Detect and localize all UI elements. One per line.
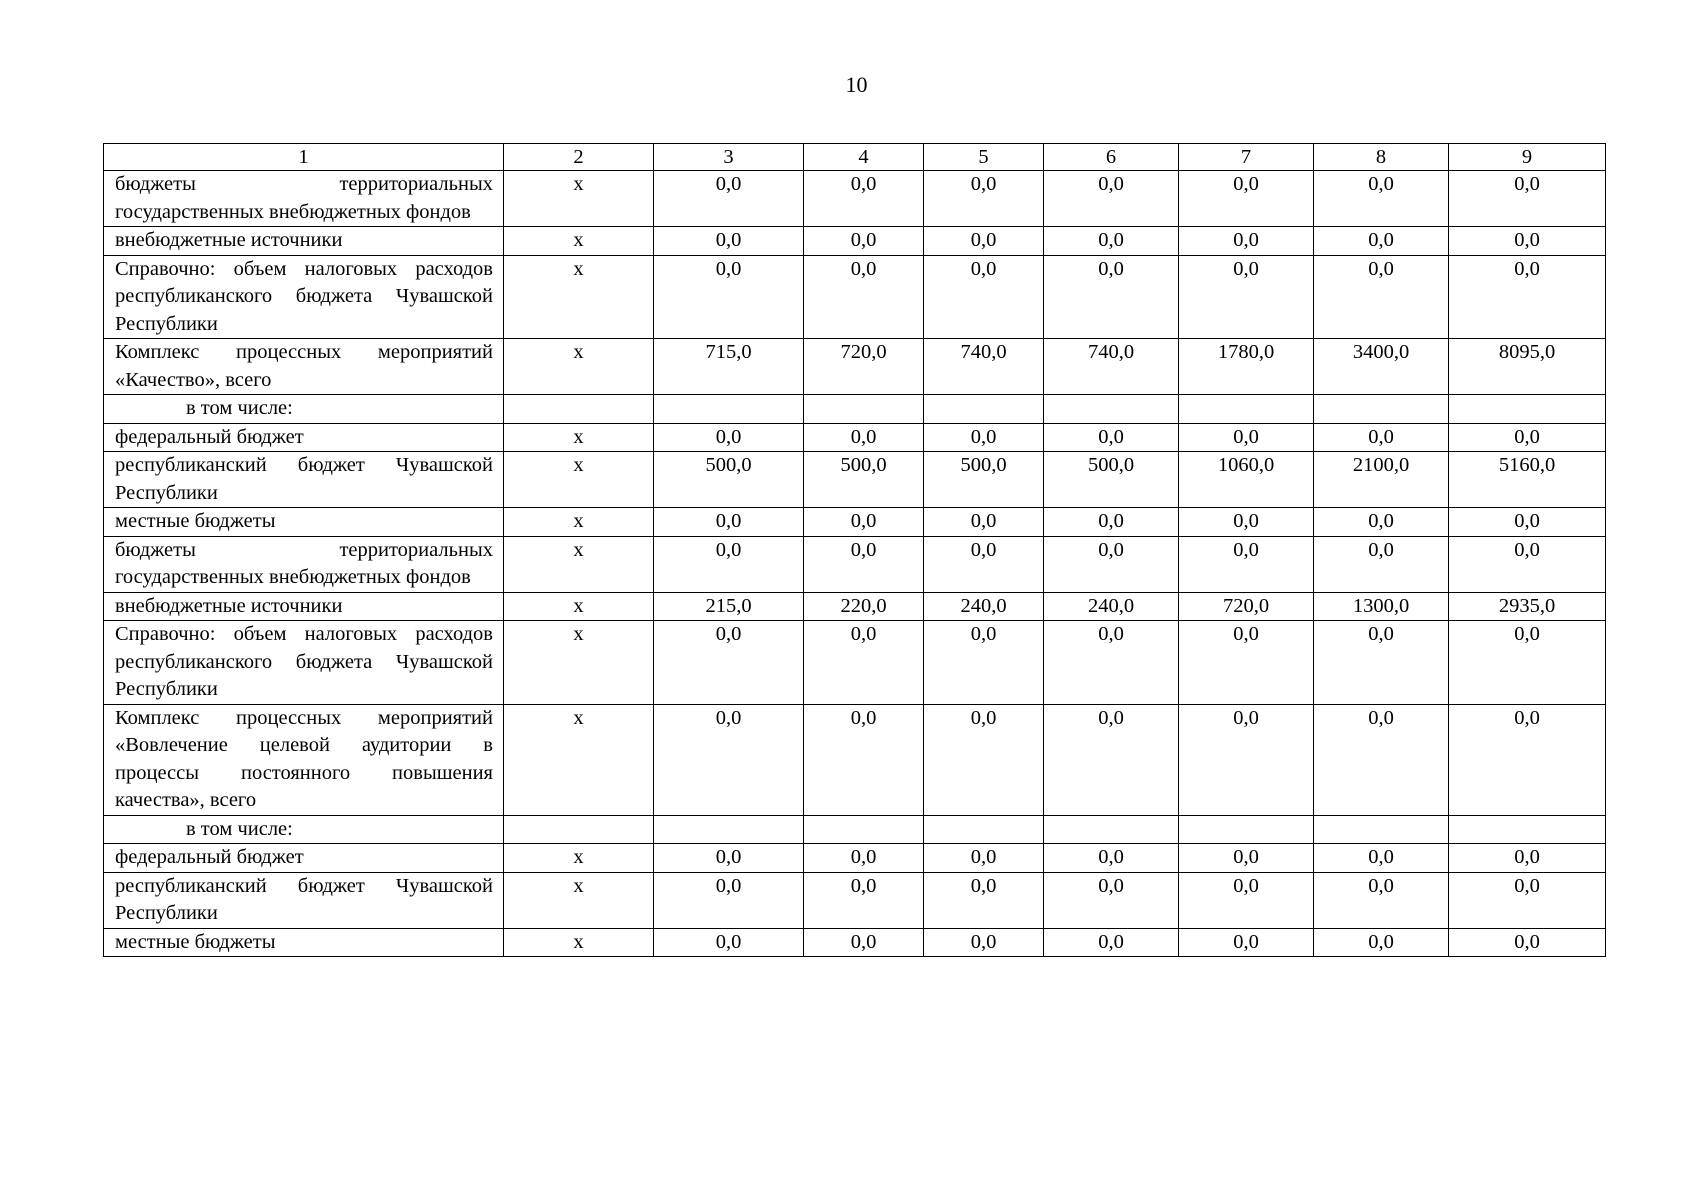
cell-value: 0,0 bbox=[1179, 227, 1314, 256]
cell-value: 0,0 bbox=[1314, 255, 1449, 339]
table-row bbox=[104, 704, 1606, 815]
cell-value: 720,0 bbox=[1179, 592, 1314, 621]
cell-value: 0,0 bbox=[1179, 171, 1314, 227]
cell-value: 0,0 bbox=[1449, 621, 1606, 705]
cell-value: 0,0 bbox=[924, 423, 1044, 452]
cell-value: 0,0 bbox=[1179, 704, 1314, 815]
column-header-7: 7 bbox=[1179, 144, 1314, 171]
row-label: Комплекс процессных мероприятий «Качество», всего bbox=[104, 339, 504, 395]
cell-value: 0,0 bbox=[1314, 171, 1449, 227]
column-header-9: 9 bbox=[1449, 144, 1606, 171]
cell-value bbox=[654, 395, 804, 424]
cell-value: 0,0 bbox=[1179, 928, 1314, 957]
cell-value: 0,0 bbox=[654, 704, 804, 815]
cell-value: 2935,0 bbox=[1449, 592, 1606, 621]
row-mark: х bbox=[504, 536, 654, 592]
table-row bbox=[104, 872, 1606, 928]
cell-value: 0,0 bbox=[1314, 844, 1449, 873]
cell-value: 0,0 bbox=[924, 844, 1044, 873]
cell-value: 220,0 bbox=[804, 592, 924, 621]
cell-value: 0,0 bbox=[1314, 508, 1449, 537]
row-label: федеральный бюджет bbox=[104, 423, 504, 452]
cell-value bbox=[804, 815, 924, 844]
table-row bbox=[104, 339, 1606, 395]
table-row bbox=[104, 171, 1606, 227]
column-header-6: 6 bbox=[1044, 144, 1179, 171]
cell-value: 2100,0 bbox=[1314, 452, 1449, 508]
cell-value: 0,0 bbox=[654, 508, 804, 537]
cell-value: 0,0 bbox=[654, 171, 804, 227]
cell-value: 0,0 bbox=[804, 704, 924, 815]
cell-value: 0,0 bbox=[1449, 536, 1606, 592]
cell-value: 500,0 bbox=[654, 452, 804, 508]
cell-value: 0,0 bbox=[924, 621, 1044, 705]
cell-value: 0,0 bbox=[1314, 227, 1449, 256]
cell-value: 0,0 bbox=[654, 928, 804, 957]
cell-value: 1780,0 bbox=[1179, 339, 1314, 395]
cell-value: 0,0 bbox=[1044, 621, 1179, 705]
cell-value: 0,0 bbox=[1179, 508, 1314, 537]
row-mark: х bbox=[504, 508, 654, 537]
cell-value: 500,0 bbox=[924, 452, 1044, 508]
cell-value bbox=[804, 395, 924, 424]
table-row bbox=[104, 536, 1606, 592]
cell-value: 1300,0 bbox=[1314, 592, 1449, 621]
cell-value: 0,0 bbox=[924, 508, 1044, 537]
cell-value: 0,0 bbox=[1449, 508, 1606, 537]
row-mark: х bbox=[504, 592, 654, 621]
row-mark: х bbox=[504, 928, 654, 957]
table-row bbox=[104, 452, 1606, 508]
cell-value: 0,0 bbox=[1449, 423, 1606, 452]
cell-value bbox=[1314, 395, 1449, 424]
cell-value: 500,0 bbox=[804, 452, 924, 508]
row-label: Комплекс процессных мероприятий «Вовлечение целевой аудитории в процессы постоянного повышения качества», всего bbox=[104, 704, 504, 815]
table-body bbox=[104, 144, 1606, 957]
column-header-2: 2 bbox=[504, 144, 654, 171]
cell-value: 8095,0 bbox=[1449, 339, 1606, 395]
row-label: внебюджетные источники bbox=[104, 227, 504, 256]
cell-value bbox=[1314, 815, 1449, 844]
cell-value: 0,0 bbox=[1179, 844, 1314, 873]
column-header-4: 4 bbox=[804, 144, 924, 171]
column-header-5: 5 bbox=[924, 144, 1044, 171]
cell-value: 240,0 bbox=[1044, 592, 1179, 621]
cell-value: 0,0 bbox=[1179, 872, 1314, 928]
row-label: Справочно: объем налоговых расходов республиканского бюджета Чувашской Республики bbox=[104, 255, 504, 339]
cell-value: 0,0 bbox=[654, 844, 804, 873]
table-row bbox=[104, 395, 1606, 424]
header-row bbox=[104, 144, 1606, 171]
column-header-1: 1 bbox=[104, 144, 504, 171]
row-label: республиканский бюджет Чувашской Республики bbox=[104, 452, 504, 508]
cell-value: 0,0 bbox=[1044, 227, 1179, 256]
cell-value: 0,0 bbox=[654, 423, 804, 452]
row-label: внебюджетные источники bbox=[104, 592, 504, 621]
cell-value: 0,0 bbox=[1044, 423, 1179, 452]
cell-value: 0,0 bbox=[1179, 255, 1314, 339]
cell-value: 0,0 bbox=[654, 872, 804, 928]
cell-value: 0,0 bbox=[924, 872, 1044, 928]
cell-value: 0,0 bbox=[1449, 844, 1606, 873]
cell-value: 0,0 bbox=[1449, 171, 1606, 227]
cell-value: 0,0 bbox=[804, 928, 924, 957]
cell-value: 0,0 bbox=[1314, 423, 1449, 452]
cell-value: 0,0 bbox=[1314, 536, 1449, 592]
cell-value: 0,0 bbox=[1044, 171, 1179, 227]
cell-value: 0,0 bbox=[924, 171, 1044, 227]
cell-value: 0,0 bbox=[1044, 508, 1179, 537]
cell-value: 0,0 bbox=[804, 536, 924, 592]
cell-value bbox=[1179, 395, 1314, 424]
cell-value: 0,0 bbox=[1314, 621, 1449, 705]
row-mark bbox=[504, 815, 654, 844]
cell-value: 0,0 bbox=[804, 423, 924, 452]
cell-value: 215,0 bbox=[654, 592, 804, 621]
cell-value: 0,0 bbox=[924, 704, 1044, 815]
cell-value: 720,0 bbox=[804, 339, 924, 395]
cell-value bbox=[924, 815, 1044, 844]
row-label: в том числе: bbox=[104, 395, 504, 424]
cell-value: 0,0 bbox=[804, 844, 924, 873]
cell-value: 0,0 bbox=[1314, 704, 1449, 815]
cell-value: 0,0 bbox=[804, 508, 924, 537]
cell-value: 0,0 bbox=[804, 227, 924, 256]
cell-value: 715,0 bbox=[654, 339, 804, 395]
row-mark: х bbox=[504, 423, 654, 452]
row-mark: х bbox=[504, 339, 654, 395]
table-row bbox=[104, 844, 1606, 873]
table-row bbox=[104, 592, 1606, 621]
row-mark bbox=[504, 395, 654, 424]
table-row bbox=[104, 255, 1606, 339]
cell-value: 0,0 bbox=[804, 872, 924, 928]
cell-value: 0,0 bbox=[1449, 704, 1606, 815]
cell-value bbox=[924, 395, 1044, 424]
row-mark: х bbox=[504, 171, 654, 227]
row-label: бюджеты территориальных государственных внебюджетных фондов bbox=[104, 171, 504, 227]
table-row bbox=[104, 423, 1606, 452]
cell-value: 0,0 bbox=[1314, 872, 1449, 928]
row-label: Справочно: объем налоговых расходов республиканского бюджета Чувашской Республики bbox=[104, 621, 504, 705]
row-mark: х bbox=[504, 621, 654, 705]
row-mark: х bbox=[504, 227, 654, 256]
row-mark: х bbox=[504, 872, 654, 928]
cell-value: 0,0 bbox=[1044, 704, 1179, 815]
row-mark: х bbox=[504, 452, 654, 508]
budget-table bbox=[103, 143, 1606, 957]
cell-value: 0,0 bbox=[1044, 536, 1179, 592]
cell-value bbox=[1449, 395, 1606, 424]
cell-value: 0,0 bbox=[1449, 928, 1606, 957]
row-label: бюджеты территориальных государственных внебюджетных фондов bbox=[104, 536, 504, 592]
cell-value: 0,0 bbox=[1449, 255, 1606, 339]
cell-value: 0,0 bbox=[924, 227, 1044, 256]
cell-value: 0,0 bbox=[1314, 928, 1449, 957]
row-label: республиканский бюджет Чувашской Республики bbox=[104, 872, 504, 928]
row-mark: х bbox=[504, 255, 654, 339]
row-label: местные бюджеты bbox=[104, 928, 504, 957]
cell-value: 1060,0 bbox=[1179, 452, 1314, 508]
table-row bbox=[104, 621, 1606, 705]
cell-value bbox=[1449, 815, 1606, 844]
cell-value: 0,0 bbox=[1044, 844, 1179, 873]
cell-value bbox=[1044, 815, 1179, 844]
cell-value: 0,0 bbox=[1179, 621, 1314, 705]
row-label: местные бюджеты bbox=[104, 508, 504, 537]
cell-value: 5160,0 bbox=[1449, 452, 1606, 508]
cell-value: 500,0 bbox=[1044, 452, 1179, 508]
cell-value: 0,0 bbox=[1449, 872, 1606, 928]
row-label: федеральный бюджет bbox=[104, 844, 504, 873]
cell-value: 0,0 bbox=[1044, 255, 1179, 339]
table-row bbox=[104, 928, 1606, 957]
table-row bbox=[104, 508, 1606, 537]
cell-value: 740,0 bbox=[924, 339, 1044, 395]
table-row bbox=[104, 815, 1606, 844]
row-mark: х bbox=[504, 844, 654, 873]
page-number: 10 bbox=[845, 72, 868, 97]
cell-value: 0,0 bbox=[1044, 872, 1179, 928]
cell-value: 0,0 bbox=[924, 928, 1044, 957]
cell-value bbox=[1179, 815, 1314, 844]
cell-value: 740,0 bbox=[1044, 339, 1179, 395]
cell-value: 0,0 bbox=[924, 255, 1044, 339]
cell-value: 0,0 bbox=[1179, 536, 1314, 592]
cell-value bbox=[654, 815, 804, 844]
cell-value: 0,0 bbox=[804, 621, 924, 705]
column-header-8: 8 bbox=[1314, 144, 1449, 171]
cell-value: 0,0 bbox=[654, 621, 804, 705]
cell-value: 240,0 bbox=[924, 592, 1044, 621]
column-header-3: 3 bbox=[654, 144, 804, 171]
cell-value: 0,0 bbox=[924, 536, 1044, 592]
cell-value: 0,0 bbox=[1179, 423, 1314, 452]
cell-value: 0,0 bbox=[654, 536, 804, 592]
cell-value: 0,0 bbox=[1449, 227, 1606, 256]
cell-value: 0,0 bbox=[804, 171, 924, 227]
row-label: в том числе: bbox=[104, 815, 504, 844]
cell-value: 0,0 bbox=[804, 255, 924, 339]
table-row bbox=[104, 227, 1606, 256]
row-mark: х bbox=[504, 704, 654, 815]
cell-value: 0,0 bbox=[654, 255, 804, 339]
cell-value: 3400,0 bbox=[1314, 339, 1449, 395]
cell-value: 0,0 bbox=[654, 227, 804, 256]
cell-value: 0,0 bbox=[1044, 928, 1179, 957]
cell-value bbox=[1044, 395, 1179, 424]
